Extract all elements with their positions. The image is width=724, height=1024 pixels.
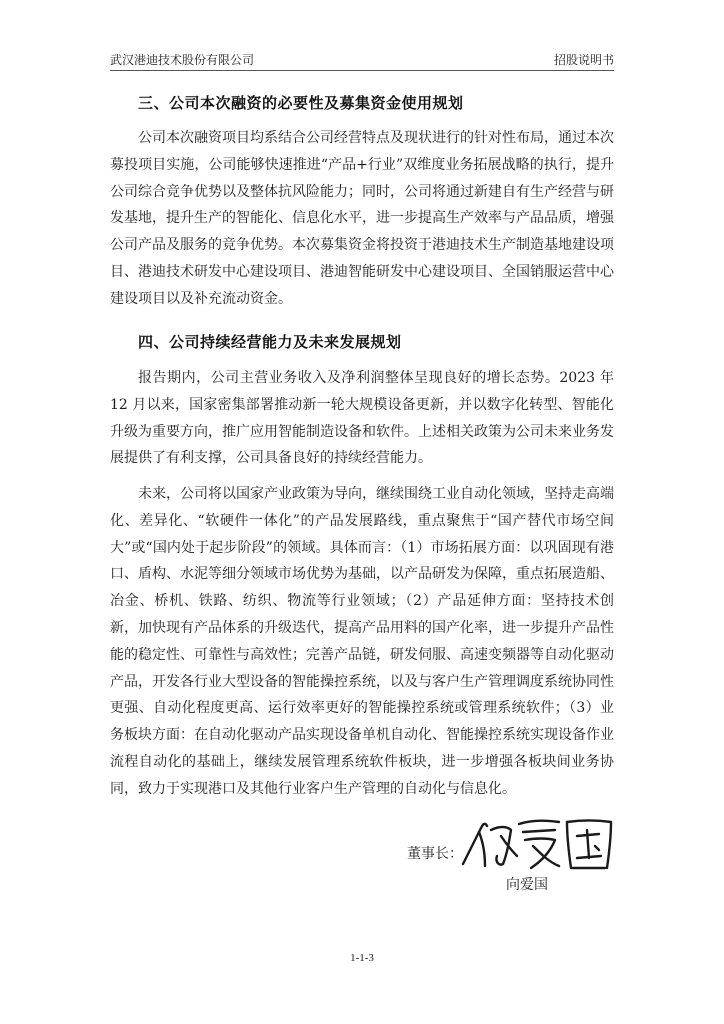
section3-heading: 三、公司本次融资的必要性及募集资金使用规划: [138, 94, 464, 112]
section4-paragraph-2: 未来，公司将以国家产业政策为导向，继续围绕工业自动化领域，坚持走高端化、差异化、“软硬件一体化”的产品发展路线，重点聚焦于“国产替代市场空间大”或“国内处于起步阶段”的领域。具体而言：（1）市场拓展方面：以巩固现有港口、盾构、水泥等细分领域市场优势为基础，以产品研发为保障，重点拓展造船、冶金、桥机、铁路、纺织、物流等行业领域；（2）产品延伸方面：坚持技术创新，加快现有产品体系的升级迭代，提高产品用料的国产化率，进一步提升产品性能的稳定性、可靠性与高效性；完善产品链，研发伺服、高速变频器等自动化驱动产品，开发各行业大型设备的智能操控系统，以及与客户生产管理调度系统协同性更强、自动化程度更高、运行效率更好的智能操控系统或管理系统软件；（3）业务板块方面：在自动化驱动产品实现设备单机自动化、智能操控系统实现设备作业流程自动化的基础上，继续发展管理系统软件板块，进一步增强各板块间业务协同，致力于实现港口及其他行业客户生产管理的自动化与信息化。: [110, 486, 614, 797]
header-document-type: 招股说明书: [553, 53, 614, 67]
section3-paragraph: 公司本次融资项目均系结合公司经营特点及现状进行的针对性布局，通过本次募投项目实施，公司能够快速推进“产品+行业”双维度业务拓展战略的执行，提升公司综合竞争优势以及整体抗风险能力；同时，公司将通过新建自有生产经营与研发基地，提升生产的智能化、信息化水平，进一步提高生产效率与产品品质，增强公司产品及服务的竞争优势。本次募集资金将投资于港迪技术生产制造基地建设项目、港迪技术研发中心建设项目、港迪智能研发中心建设项目、全国销服运营中心建设项目以及补充流动资金。: [110, 130, 614, 307]
header-company-name: 武汉港迪技术股份有限公司: [110, 53, 255, 67]
page-header: [110, 50, 614, 71]
handwritten-signature: [455, 812, 625, 874]
page-number: 1-1-3: [350, 952, 374, 964]
chairman-name: 向爱国: [506, 877, 548, 893]
section4-heading: 四、公司持续经营能力及未来发展规划: [138, 333, 402, 351]
section4-paragraph-1: 报告期内，公司主营业务收入及净利润整体呈现良好的增长态势。2023 年 12 月以来，国家密集部署推动新一轮大规模设备更新，并以数字化转型、智能化升级为重要方向，推广应用智能制造设备和软件。上述相关政策为公司未来业务发展提供了有利支撑，公司具备良好的持续经营能力。: [110, 370, 614, 467]
chairman-label: 董事长：: [407, 846, 463, 862]
